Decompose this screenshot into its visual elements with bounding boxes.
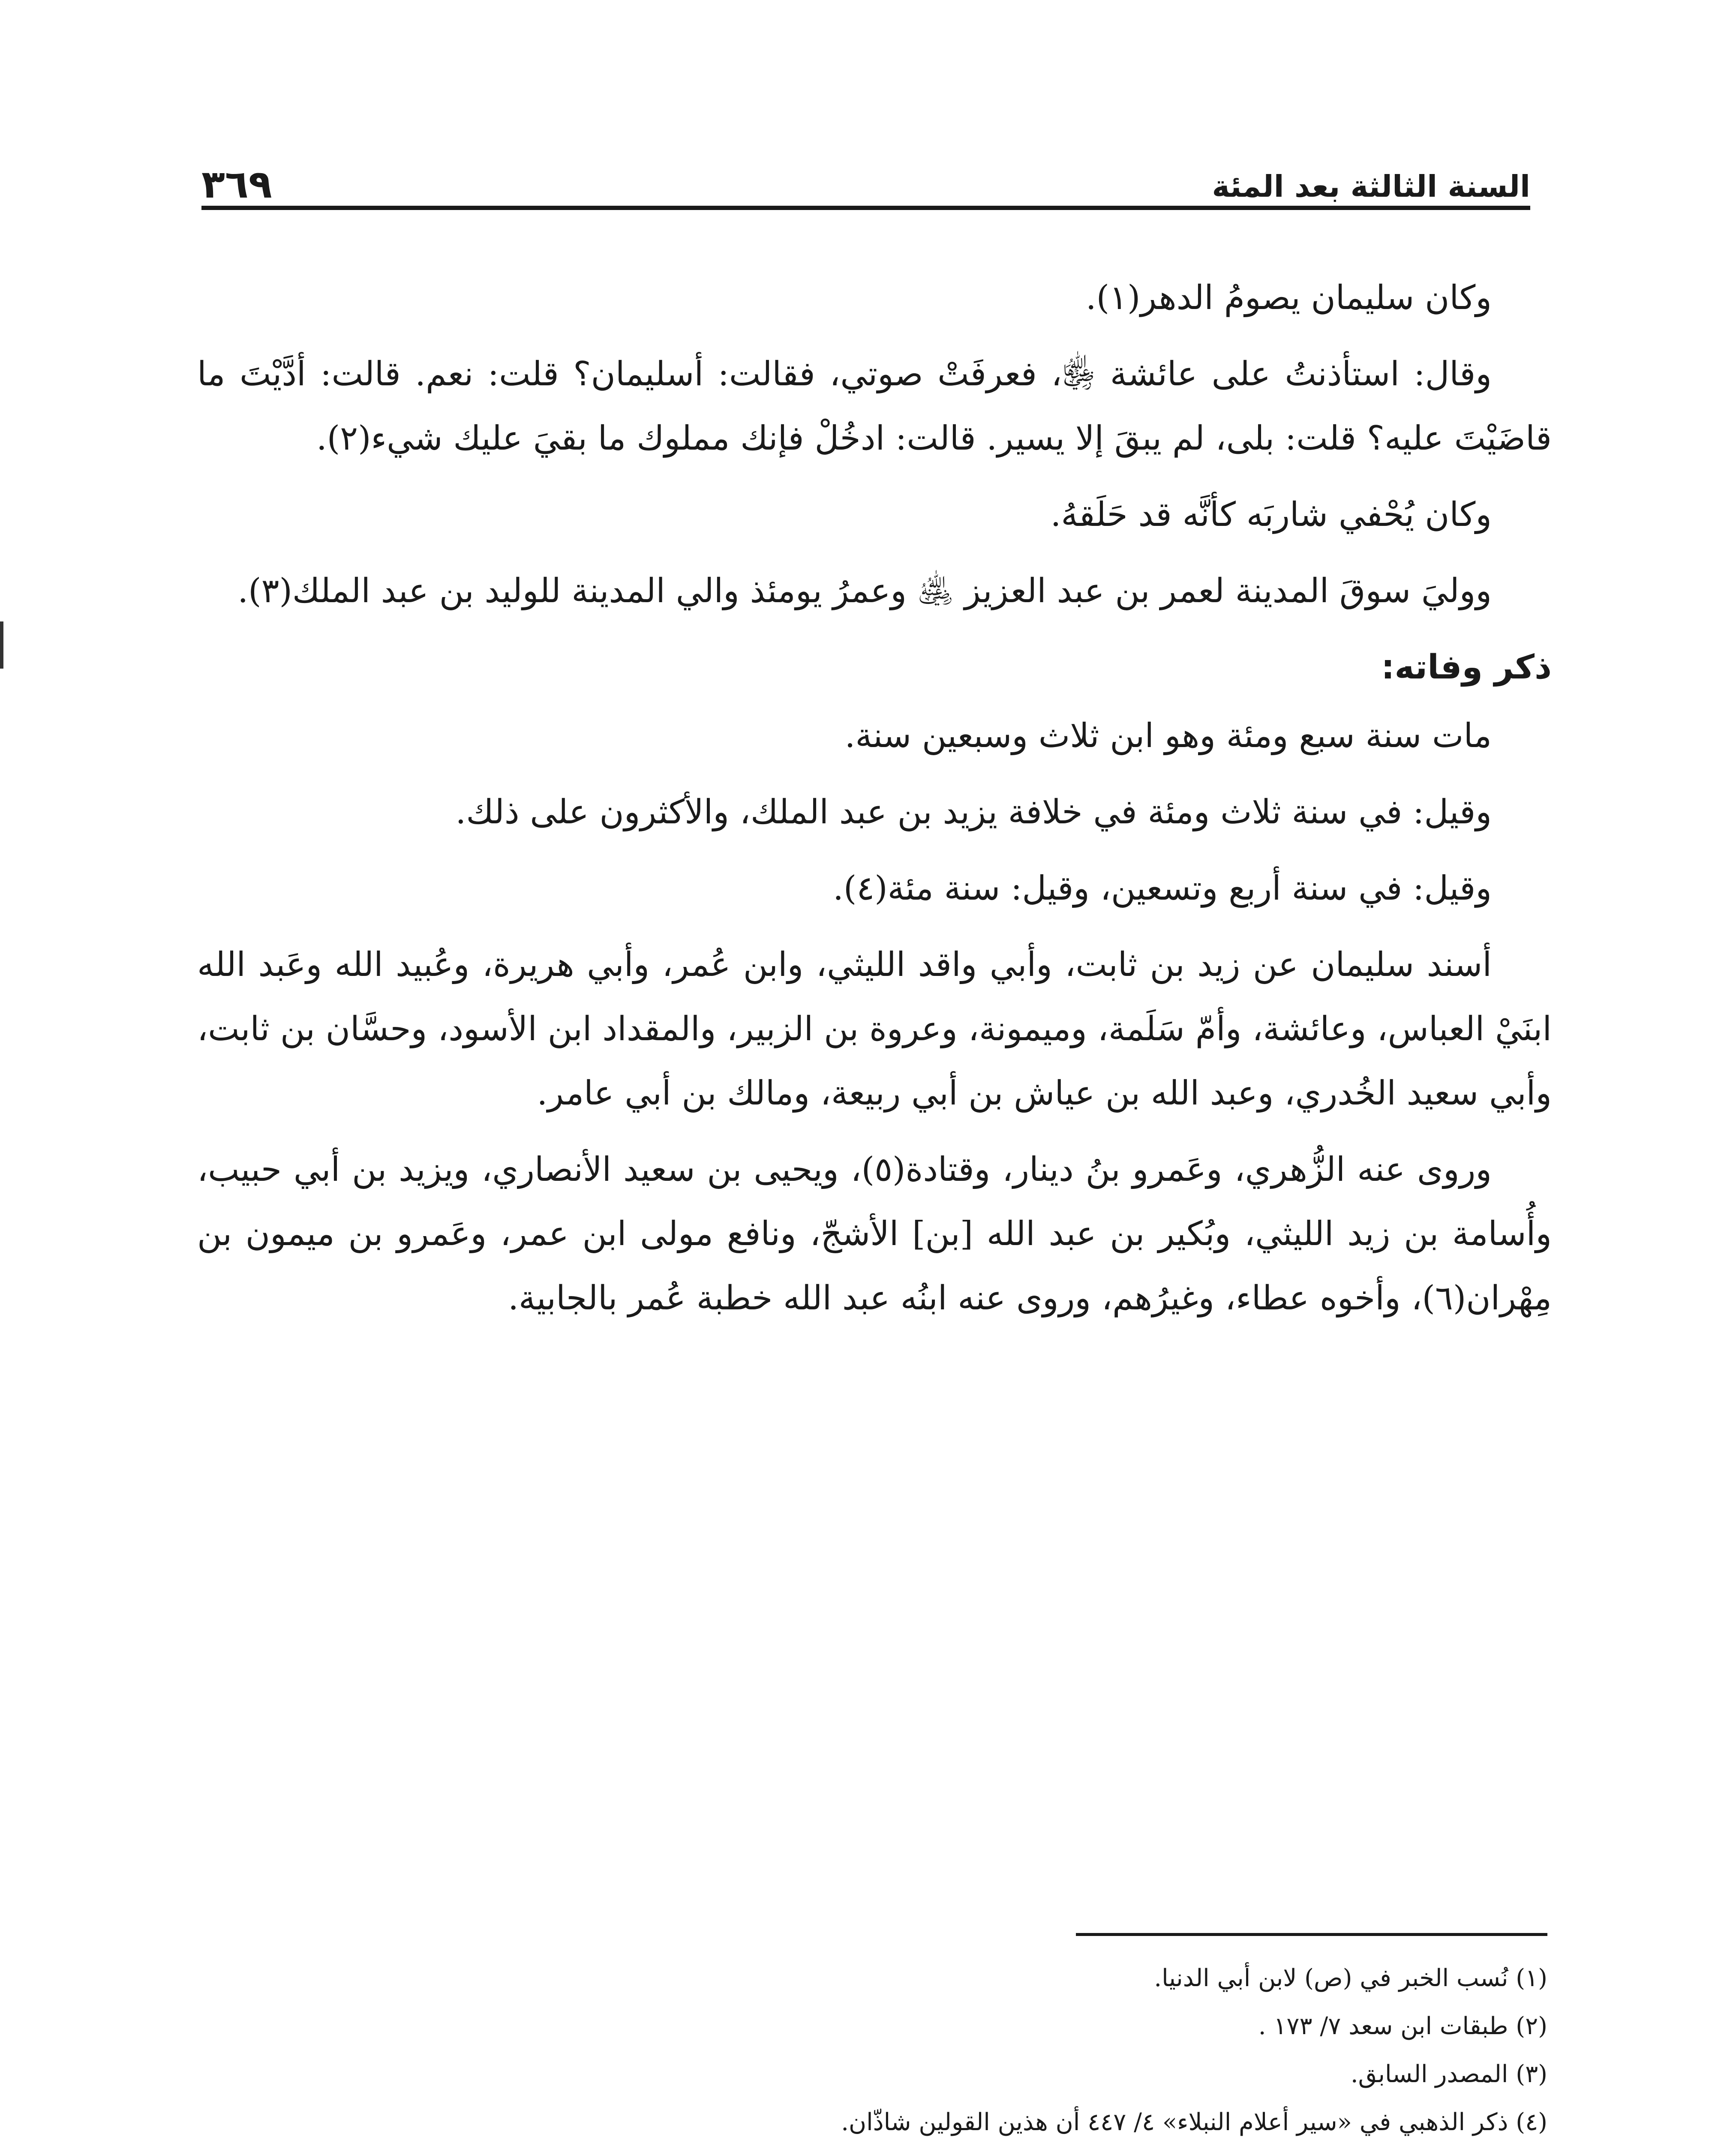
- running-header: [201, 129, 1530, 210]
- paragraph: وقيل: في سنة ثلاث ومئة في خلافة يزيد بن عبد الملك، والأكثرون على ذلك.: [455, 793, 1492, 831]
- paragraph: وكان يُحْفي شاربَه كأنَّه قد حَلَقهُ.: [1050, 495, 1492, 534]
- paragraph: وقال: استأذنتُ على عائشة ﵂، فعرفَتْ صوتي، فقالت: أسليمان؟ قلت: نعم. قالت: أدَّيْتَ ما قاضَيْتَ عليه؟ قلت: بلى، لم يبقَ إلا يسير. قالت: ادخُلْ فإنك مملوك ما بقيَ عليك شيء(٢).: [197, 355, 1552, 458]
- footnote: (٣) المصدر السابق.: [1350, 2060, 1547, 2088]
- main-text: [197, 266, 1552, 1342]
- page-edge-mark: [0, 621, 3, 669]
- paragraph: مات سنة سبع ومئة وهو ابن ثلاث وسبعين سنة.: [844, 717, 1492, 755]
- paragraph: ووليَ سوقَ المدينة لعمر بن عبد العزيز ﵁ وعمرُ يومئذ والي المدينة للوليد بن عبد الملك(٣).: [237, 572, 1492, 610]
- footnote-separator: [1076, 1933, 1547, 1936]
- paragraph: وكان سليمان يصومُ الدهر(١).: [1085, 279, 1492, 317]
- paragraph: وروى عنه الزُّهري، وعَمرو بنُ دينار، وقتادة(٥)، ويحيى بن سعيد الأنصاري، ويزيد بن أبي حبيب، وأُسامة بن زيد الليثي، وبُكير بن عبد الله [بن] الأشجّ، ونافع مولى ابن عمر، وعَمرو بن ميمون بن مِهْران(٦)، وأخوه عطاء، وغيرُهم، وروى عنه ابنُه عبد الله خطبة عُمر بالجابية.: [197, 1150, 1552, 1318]
- footnotes: [184, 1954, 1547, 2143]
- header-title: السنة الثالثة بعد المئة: [1212, 169, 1530, 204]
- paragraph: وقيل: في سنة أربع وتسعين، وقيل: سنة مئة(٤).: [833, 869, 1492, 908]
- page-number: ٣٦٩: [201, 162, 272, 207]
- paragraph: أسند سليمان عن زيد بن ثابت، وأبي واقد الليثي، وابن عُمر، وأبي هريرة، وعُبيد الله وعَبد الله ابنَيْ العباس، وعائشة، وأمّ سَلَمة، وميمونة، وعروة بن الزبير، والمقداد ابن الأسود، وحسَّان بن ثابت، وأبي سعيد الخُدري، وعبد الله بن عياش بن أبي ربيعة، ومالك بن أبي عامر.: [197, 945, 1552, 1113]
- footnote: (١) نُسب الخبر في (ص) لابن أبي الدنيا.: [1154, 1964, 1547, 1992]
- section-heading: ذكر وفاته:: [1381, 648, 1552, 687]
- footnote: (٢) طبقات ابن سعد ٧/ ١٧٣ .: [1258, 2012, 1547, 2040]
- footnote: (٤) ذكر الذهبي في «سير أعلام النبلاء» ٤/ ٤٤٧ أن هذين القولين شاذّان.: [841, 2108, 1547, 2136]
